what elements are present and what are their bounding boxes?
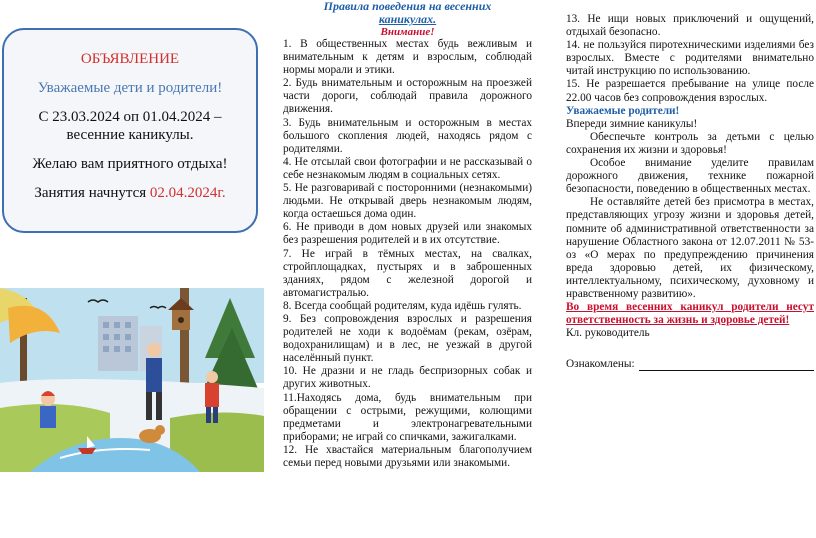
rule-item: 3. Будь внимательным и осторожным в местах большого скопления людей, находясь рядом с родителями. (283, 116, 532, 155)
rule-item: 9. Без сопровождения взрослых и разрешения родителей не ходи к водоёмам (рекам, озёрам, водохранилищам) и в лес, не уезжай в другой населённый пункт. (283, 312, 532, 365)
parents-warning: Во время весенних каникул родители несут ответственность за жизнь и здоровье детей! (566, 301, 814, 327)
acquainted-line (566, 358, 814, 371)
rules-title-line1: Правила поведения на весенних (323, 0, 492, 13)
parents-heading: Уважаемые родители! (566, 104, 680, 117)
parents-intro: Впереди зимние каникулы! (566, 117, 698, 130)
classes-date: 02.04.2024г. (149, 184, 226, 201)
rule-item: 6. Не приводи в дом новых друзей или знакомых без разрешения родителей и в их отсутствие. (283, 221, 532, 247)
rule-item: 10. Не дразни и не гладь беспризорных собак и других животных. (283, 365, 532, 391)
parents-column (566, 0, 814, 371)
announcement-box (2, 28, 258, 233)
class-leader-label: Кл. руководитель (566, 327, 650, 340)
rule-item: 2. Будь внимательным и осторожным на проезжей части дороги, соблюдай правила дорожного движения. (283, 77, 532, 116)
spring-illustration (0, 288, 264, 472)
column-top-spacer (566, 0, 814, 13)
signature-line (639, 360, 814, 371)
rule-item: 12. Не хвастайся материальным благополучием семьи перед новыми друзьями или знакомыми. (283, 443, 532, 469)
announcement-wish: Желаю вам приятного отдыха! (32, 156, 228, 172)
spring-scene-image (0, 288, 264, 472)
rules-column (283, 0, 532, 470)
rule-item: 1. В общественных местах будь вежливым и внимательным к детям и взрослым, соблюдай нормы морали и этики. (283, 38, 532, 77)
rule-item: 14. не пользуйся пиротехническими изделиями без взрослых. Вместе с родителями внимательно читай инструкцию по использованию. (566, 39, 814, 78)
rule-item: 7. Не играй в тёмных местах, на свалках, стройплощадках, пустырях и в заброшенных зданиях, рядом с железной дорогой и автомагистралью. (283, 247, 532, 299)
parents-paragraph-2: Особое внимание уделите правилам дорожного движения, технике пожарной безопасности, поведению в общественных местах. (566, 157, 814, 196)
parents-paragraph-3: Не оставляйте детей без присмотра в местах, представляющих угрозу жизни и здоровья детей, помните об административной ответственности за нарушение Областного закона от 12.07.2011 № 53-оз «О мерах по предупреждению причинения вреда здоровью детей, их физическому, интеллектуальному, психическому, духовному и нравственному развитию». (566, 196, 814, 300)
parents-paragraph-1: Обеспечьте контроль за детьми с целью сохранения их жизни и здоровья! (566, 130, 814, 156)
rule-item: 5. Не разговаривай с посторонними (незнакомыми) людьми. Не открывай дверь незнакомым людям, когда остаешься дома один. (283, 182, 532, 221)
announcement-greeting: Уважаемые дети и родители! (37, 79, 223, 96)
rule-item: 4. Не отсылай свои фотографии и не рассказывай о себе незнакомым людям в социальных сетях. (283, 155, 532, 181)
rule-item: 15. Не разрешается пребывание на улице после 22.00 часов без сопровождения взрослых. (566, 78, 814, 104)
announcement-dates: С 23.03.2024 оп 01.04.2024 – весенние каникулы. (38, 108, 222, 144)
acquainted-label: Ознакомлены: (566, 358, 635, 371)
rules-attention: Внимание! (380, 26, 435, 38)
rule-item: 8. Всегда сообщай родителям, куда идёшь гулять. (283, 299, 522, 312)
rule-item: 13. Не ищи новых приключений и ощущений, отдыхай безопасно. (566, 13, 814, 39)
announcement-classes (12, 184, 248, 203)
rule-item: 11.Находясь дома, будь внимательным при обращении с острыми, режущими, колющими предметами и электронагревательными приборами; не играй со спичками, зажигалками. (283, 391, 532, 443)
classes-prefix: Занятия начнутся (34, 184, 150, 201)
announcement-title: ОБЪЯВЛЕНИЕ (80, 51, 180, 67)
rules-title-line2: каникулах. (378, 12, 437, 26)
rules-title (283, 0, 532, 26)
